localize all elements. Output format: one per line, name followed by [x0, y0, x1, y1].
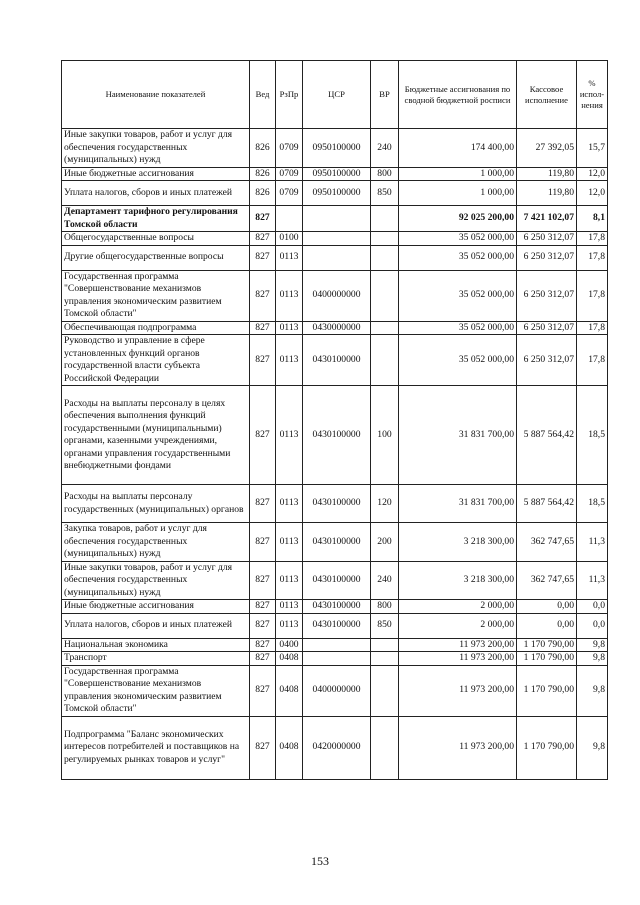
cell-percent: 17,8	[577, 321, 608, 335]
cell-rzpr: 0100	[276, 232, 303, 246]
cell-vr: 850	[371, 613, 399, 638]
cell-csr	[303, 652, 371, 666]
cell-vr: 850	[371, 181, 399, 206]
cell-name: Руководство и управление в сфере установленных функций органов государственной власти субъекта Российской Федерации	[62, 335, 250, 386]
cell-csr: 0430100000	[303, 600, 371, 614]
cell-ved: 826	[250, 129, 276, 168]
cell-percent: 17,8	[577, 270, 608, 321]
table-row	[62, 485, 608, 523]
cell-name: Расходы на выплаты персоналу государственных (муниципальных) органов	[62, 485, 250, 523]
cell-name: Департамент тарифного регулирования Томской области	[62, 206, 250, 232]
cell-execution: 119,80	[517, 181, 577, 206]
cell-execution: 1 170 790,00	[517, 665, 577, 716]
cell-percent: 9,8	[577, 638, 608, 652]
cell-vr: 100	[371, 386, 399, 485]
table-row	[62, 321, 608, 335]
cell-vr	[371, 665, 399, 716]
cell-rzpr: 0408	[276, 716, 303, 779]
cell-name: Государственная программа "Совершенствование механизмов управления экономическим развитием Томской области"	[62, 665, 250, 716]
cell-budget: 35 052 000,00	[399, 245, 517, 270]
cell-csr: 0420000000	[303, 716, 371, 779]
cell-execution: 1 170 790,00	[517, 716, 577, 779]
cell-name: Общегосударственные вопросы	[62, 232, 250, 246]
cell-percent: 17,8	[577, 232, 608, 246]
cell-budget: 92 025 200,00	[399, 206, 517, 232]
cell-vr	[371, 321, 399, 335]
table-row	[62, 652, 608, 666]
cell-csr: 0430100000	[303, 485, 371, 523]
cell-execution: 27 392,05	[517, 129, 577, 168]
cell-rzpr: 0709	[276, 129, 303, 168]
cell-name: Закупка товаров, работ и услуг для обеспечения государственных (муниципальных) нужд	[62, 523, 250, 562]
cell-csr: 0400000000	[303, 665, 371, 716]
cell-name: Государственная программа "Совершенствование механизмов управления экономическим развитием Томской области"	[62, 270, 250, 321]
cell-rzpr: 0408	[276, 652, 303, 666]
table-row	[62, 129, 608, 168]
table-row	[62, 335, 608, 386]
cell-percent: 15,7	[577, 129, 608, 168]
cell-execution: 6 250 312,07	[517, 335, 577, 386]
cell-budget: 3 218 300,00	[399, 561, 517, 600]
cell-execution: 7 421 102,07	[517, 206, 577, 232]
cell-csr	[303, 206, 371, 232]
cell-ved: 827	[250, 665, 276, 716]
cell-execution: 5 887 564,42	[517, 485, 577, 523]
cell-percent: 0,0	[577, 613, 608, 638]
cell-csr: 0430100000	[303, 386, 371, 485]
cell-vr: 800	[371, 600, 399, 614]
cell-percent: 17,8	[577, 335, 608, 386]
cell-csr: 0430100000	[303, 613, 371, 638]
cell-rzpr: 0113	[276, 485, 303, 523]
cell-rzpr: 0709	[276, 167, 303, 181]
cell-csr: 0430100000	[303, 335, 371, 386]
cell-execution: 6 250 312,07	[517, 232, 577, 246]
cell-ved: 827	[250, 485, 276, 523]
cell-rzpr: 0113	[276, 270, 303, 321]
cell-ved: 827	[250, 321, 276, 335]
cell-percent: 11,3	[577, 561, 608, 600]
cell-percent: 9,8	[577, 652, 608, 666]
table-body	[62, 129, 608, 780]
cell-rzpr: 0408	[276, 665, 303, 716]
cell-budget: 1 000,00	[399, 181, 517, 206]
cell-execution: 6 250 312,07	[517, 270, 577, 321]
table-row	[62, 638, 608, 652]
cell-budget: 3 218 300,00	[399, 523, 517, 562]
cell-execution: 1 170 790,00	[517, 652, 577, 666]
cell-vr	[371, 335, 399, 386]
cell-ved: 827	[250, 335, 276, 386]
table-row	[62, 245, 608, 270]
cell-ved: 827	[250, 716, 276, 779]
table-row	[62, 561, 608, 600]
cell-ved: 827	[250, 232, 276, 246]
cell-name: Иные бюджетные ассигнования	[62, 167, 250, 181]
cell-name: Обеспечивающая подпрограмма	[62, 321, 250, 335]
cell-csr	[303, 232, 371, 246]
cell-csr	[303, 245, 371, 270]
table-row	[62, 232, 608, 246]
cell-percent: 12,0	[577, 181, 608, 206]
cell-csr: 0950100000	[303, 129, 371, 168]
cell-vr: 200	[371, 523, 399, 562]
cell-execution: 1 170 790,00	[517, 638, 577, 652]
cell-budget: 35 052 000,00	[399, 321, 517, 335]
table-row	[62, 665, 608, 716]
cell-percent: 11,3	[577, 523, 608, 562]
cell-budget: 2 000,00	[399, 613, 517, 638]
cell-percent: 12,0	[577, 167, 608, 181]
page-number: 153	[311, 854, 329, 868]
cell-percent: 18,5	[577, 485, 608, 523]
cell-ved: 827	[250, 561, 276, 600]
table-row	[62, 386, 608, 485]
cell-rzpr: 0113	[276, 321, 303, 335]
cell-budget: 11 973 200,00	[399, 652, 517, 666]
cell-execution: 362 747,65	[517, 561, 577, 600]
cell-execution: 119,80	[517, 167, 577, 181]
cell-execution: 5 887 564,42	[517, 386, 577, 485]
cell-name: Национальная экономика	[62, 638, 250, 652]
cell-vr	[371, 232, 399, 246]
cell-budget: 31 831 700,00	[399, 386, 517, 485]
cell-budget: 11 973 200,00	[399, 716, 517, 779]
cell-percent: 9,8	[577, 716, 608, 779]
cell-rzpr: 0113	[276, 523, 303, 562]
header-percent: % испол-нения	[577, 61, 608, 129]
cell-percent: 9,8	[577, 665, 608, 716]
cell-ved: 827	[250, 638, 276, 652]
cell-percent: 18,5	[577, 386, 608, 485]
cell-csr: 0950100000	[303, 167, 371, 181]
cell-rzpr: 0400	[276, 638, 303, 652]
table-row	[62, 167, 608, 181]
cell-csr: 0430100000	[303, 523, 371, 562]
cell-ved: 827	[250, 245, 276, 270]
cell-rzpr: 0113	[276, 335, 303, 386]
cell-name: Иные бюджетные ассигнования	[62, 600, 250, 614]
cell-budget: 35 052 000,00	[399, 335, 517, 386]
cell-budget: 35 052 000,00	[399, 270, 517, 321]
cell-vr	[371, 206, 399, 232]
cell-budget: 174 400,00	[399, 129, 517, 168]
cell-execution: 0,00	[517, 600, 577, 614]
cell-name: Уплата налогов, сборов и иных платежей	[62, 181, 250, 206]
table-row	[62, 181, 608, 206]
header-name: Наименование показателей	[62, 61, 250, 129]
cell-vr	[371, 245, 399, 270]
cell-rzpr: 0113	[276, 613, 303, 638]
cell-rzpr	[276, 206, 303, 232]
cell-name: Транспорт	[62, 652, 250, 666]
cell-csr	[303, 638, 371, 652]
cell-vr	[371, 270, 399, 321]
cell-percent: 17,8	[577, 245, 608, 270]
cell-vr	[371, 638, 399, 652]
table-row	[62, 206, 608, 232]
cell-vr: 240	[371, 561, 399, 600]
cell-ved: 827	[250, 386, 276, 485]
cell-ved: 827	[250, 270, 276, 321]
cell-execution: 6 250 312,07	[517, 245, 577, 270]
cell-csr: 0430000000	[303, 321, 371, 335]
cell-budget: 2 000,00	[399, 600, 517, 614]
cell-vr: 240	[371, 129, 399, 168]
cell-rzpr: 0709	[276, 181, 303, 206]
cell-ved: 827	[250, 613, 276, 638]
cell-budget: 35 052 000,00	[399, 232, 517, 246]
cell-csr: 0400000000	[303, 270, 371, 321]
cell-ved: 826	[250, 167, 276, 181]
header-csr: ЦСР	[303, 61, 371, 129]
cell-vr	[371, 716, 399, 779]
table-header-row	[62, 61, 608, 129]
header-ved: Вед	[250, 61, 276, 129]
cell-budget: 11 973 200,00	[399, 638, 517, 652]
cell-percent: 0,0	[577, 600, 608, 614]
cell-ved: 827	[250, 600, 276, 614]
cell-budget: 1 000,00	[399, 167, 517, 181]
table-row	[62, 613, 608, 638]
header-budget: Бюджетные ассигнования по сводной бюджетной росписи	[399, 61, 517, 129]
cell-percent: 8,1	[577, 206, 608, 232]
cell-name: Уплата налогов, сборов и иных платежей	[62, 613, 250, 638]
cell-rzpr: 0113	[276, 386, 303, 485]
cell-vr	[371, 652, 399, 666]
cell-csr: 0430100000	[303, 561, 371, 600]
cell-execution: 0,00	[517, 613, 577, 638]
cell-name: Расходы на выплаты персоналу в целях обеспечения выполнения функций государственными (муниципальными) органами, казенными учреждениями, органами управления государственными внебюджетными фондами	[62, 386, 250, 485]
cell-budget: 11 973 200,00	[399, 665, 517, 716]
header-vr: ВР	[371, 61, 399, 129]
table-row	[62, 716, 608, 779]
cell-name: Иные закупки товаров, работ и услуг для обеспечения государственных (муниципальных) нужд	[62, 129, 250, 168]
cell-vr: 120	[371, 485, 399, 523]
header-execution: Кассовое исполнение	[517, 61, 577, 129]
cell-name: Иные закупки товаров, работ и услуг для обеспечения государственных (муниципальных) нужд	[62, 561, 250, 600]
cell-vr: 800	[371, 167, 399, 181]
table-row	[62, 523, 608, 562]
cell-ved: 827	[250, 652, 276, 666]
table-row	[62, 600, 608, 614]
cell-csr: 0950100000	[303, 181, 371, 206]
budget-execution-table	[61, 60, 608, 780]
cell-name: Подпрограмма "Баланс экономических интересов потребителей и поставщиков на регулируемых рынках товаров и услуг"	[62, 716, 250, 779]
cell-ved: 826	[250, 181, 276, 206]
cell-ved: 827	[250, 206, 276, 232]
cell-budget: 31 831 700,00	[399, 485, 517, 523]
cell-rzpr: 0113	[276, 600, 303, 614]
header-rzpr: РзПр	[276, 61, 303, 129]
cell-execution: 6 250 312,07	[517, 321, 577, 335]
cell-execution: 362 747,65	[517, 523, 577, 562]
table-row	[62, 270, 608, 321]
cell-name: Другие общегосударственные вопросы	[62, 245, 250, 270]
cell-rzpr: 0113	[276, 245, 303, 270]
cell-ved: 827	[250, 523, 276, 562]
cell-rzpr: 0113	[276, 561, 303, 600]
